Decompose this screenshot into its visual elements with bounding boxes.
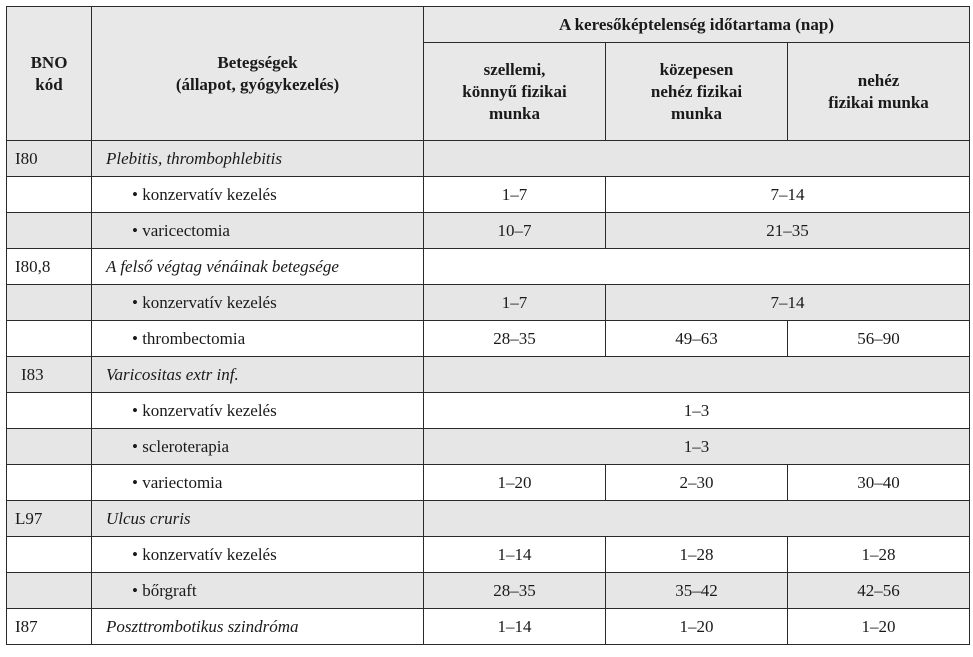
treatment-cell: • bőrgraft: [92, 573, 424, 609]
table-row: [7, 213, 970, 249]
table-row: [7, 537, 970, 573]
table-row: [7, 141, 970, 177]
value-cell: 7–14: [606, 285, 970, 321]
disease-cell: Varicositas extr inf.: [92, 357, 424, 393]
empty-cell: [424, 501, 970, 537]
treatment-cell: • varicectomia: [92, 213, 424, 249]
value-cell: 30–40: [788, 465, 970, 501]
table-row: [7, 573, 970, 609]
work-type-light-header: szellemi, könnyű fizikai munka: [424, 43, 606, 141]
disease-cell: Plebitis, thrombophlebitis: [92, 141, 424, 177]
bno-code-cell: L97: [7, 501, 92, 537]
value-cell: 28–35: [424, 321, 606, 357]
treatment-cell: • thrombectomia: [92, 321, 424, 357]
value-cell: 42–56: [788, 573, 970, 609]
bno-code-cell: I83: [7, 357, 92, 393]
treatment-cell: • konzervatív kezelés: [92, 393, 424, 429]
value-cell: 28–35: [424, 573, 606, 609]
value-cell: 1–20: [788, 609, 970, 645]
empty-cell: [7, 393, 92, 429]
value-cell: 1–14: [424, 609, 606, 645]
empty-cell: [7, 177, 92, 213]
value-cell: 56–90: [788, 321, 970, 357]
empty-cell: [7, 537, 92, 573]
disease-cell: Ulcus cruris: [92, 501, 424, 537]
work-type-heavy-header: nehéz fizikai munka: [788, 43, 970, 141]
value-cell: 7–14: [606, 177, 970, 213]
treatment-cell: • konzervatív kezelés: [92, 177, 424, 213]
table-row: [7, 501, 970, 537]
table-row: [7, 609, 970, 645]
duration-header: A keresőképtelenség időtartama (nap): [424, 7, 970, 43]
work-type-medium-header: közepesen nehéz fizikai munka: [606, 43, 788, 141]
table-row: [7, 357, 970, 393]
value-cell: 1–20: [424, 465, 606, 501]
empty-cell: [7, 465, 92, 501]
table-row: [7, 393, 970, 429]
value-cell: 1–7: [424, 285, 606, 321]
bno-code-cell: I87: [7, 609, 92, 645]
disease-cell: Poszttrombotikus szindróma: [92, 609, 424, 645]
bno-code-header: BNO kód: [7, 7, 92, 141]
treatment-cell: • variectomia: [92, 465, 424, 501]
table-row: [7, 249, 970, 285]
empty-cell: [7, 285, 92, 321]
value-cell: 1–3: [424, 429, 970, 465]
value-cell: 1–14: [424, 537, 606, 573]
value-cell: 1–7: [424, 177, 606, 213]
value-cell: 49–63: [606, 321, 788, 357]
value-cell: 1–3: [424, 393, 970, 429]
value-cell: 1–28: [788, 537, 970, 573]
sick-leave-duration-table: [6, 6, 970, 645]
value-cell: 35–42: [606, 573, 788, 609]
value-cell: 1–28: [606, 537, 788, 573]
table-row: [7, 285, 970, 321]
sick-leave-table-wrapper: [6, 6, 970, 645]
empty-cell: [7, 213, 92, 249]
empty-cell: [7, 573, 92, 609]
table-row: [7, 177, 970, 213]
treatment-cell: • konzervatív kezelés: [92, 285, 424, 321]
treatment-cell: • scleroterapia: [92, 429, 424, 465]
bno-code-cell: I80: [7, 141, 92, 177]
empty-cell: [424, 141, 970, 177]
table-row: [7, 465, 970, 501]
table-row: [7, 321, 970, 357]
value-cell: 10–7: [424, 213, 606, 249]
value-cell: 1–20: [606, 609, 788, 645]
bno-code-cell: I80,8: [7, 249, 92, 285]
disease-cell: A felső végtag vénáinak betegsége: [92, 249, 424, 285]
empty-cell: [424, 249, 970, 285]
table-row: [7, 429, 970, 465]
empty-cell: [7, 321, 92, 357]
value-cell: 2–30: [606, 465, 788, 501]
empty-cell: [424, 357, 970, 393]
empty-cell: [7, 429, 92, 465]
value-cell: 21–35: [606, 213, 970, 249]
diseases-header: Betegségek (állapot, gyógykezelés): [92, 7, 424, 141]
treatment-cell: • konzervatív kezelés: [92, 537, 424, 573]
